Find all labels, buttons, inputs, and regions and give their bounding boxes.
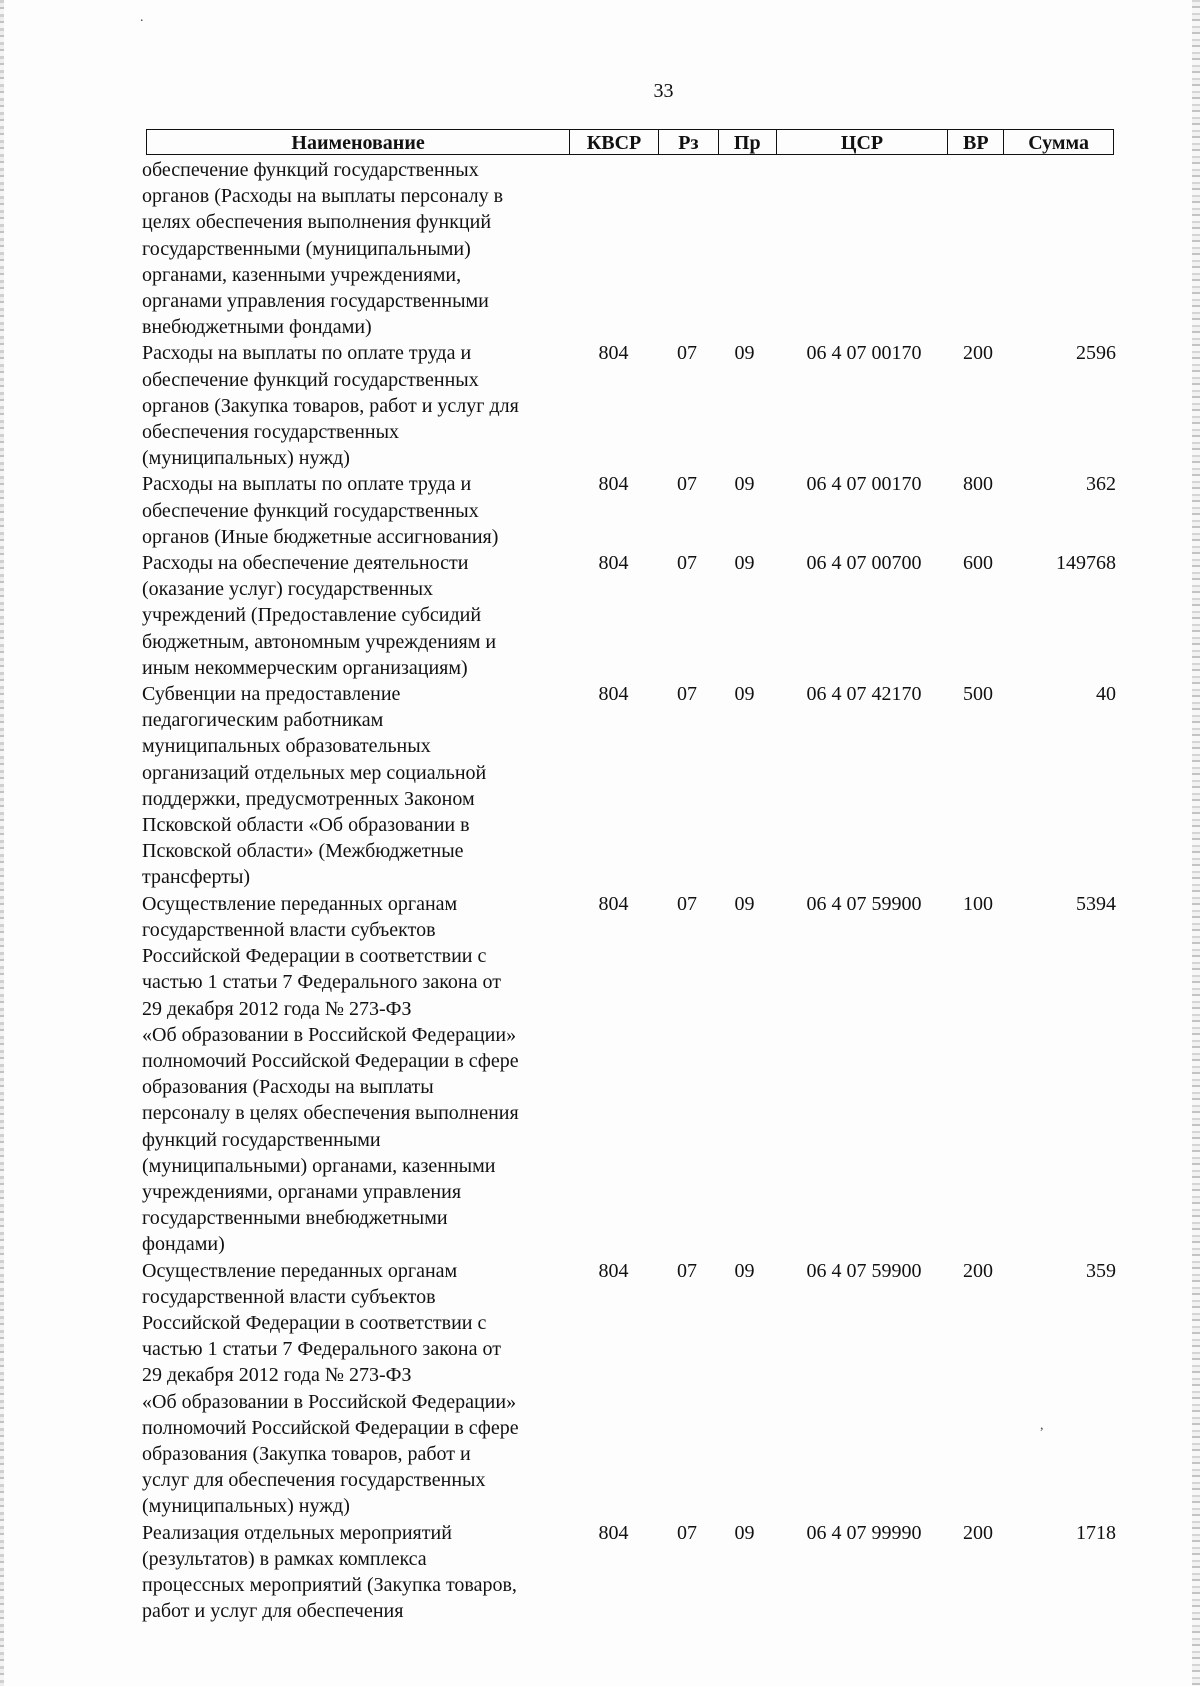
table-row [142,157,1122,340]
row-sum: 5394 [1076,892,1116,915]
header-sum: Сумма [1028,132,1089,154]
row-csr: 06 4 07 00170 [806,342,922,365]
row-kvsr: 804 [598,1521,629,1544]
row-csr: 06 4 07 42170 [806,683,922,706]
row-sum: 362 [1086,473,1116,496]
row-rz: 07 [677,473,697,496]
header-kvsr: КВСР [570,130,659,154]
header-pr: Пр [719,130,777,154]
scan-edge-left [0,0,4,1686]
row-rz: 07 [677,342,697,365]
row-name: Субвенции на предоставление педагогическим работникам муниципальных образовательных организаций отдельных мер социальной поддержки, предусмотренных Законом Псковской области «Об образовании в Псковской области» (Межбюджетные трансферты) [142,683,487,889]
row-rz: 07 [677,552,697,575]
row-pr: 09 [734,892,755,915]
table-row [142,550,1122,681]
header-csr: ЦСР [777,130,949,154]
row-name: Расходы на обеспечение деятельности (оказание услуг) государственных учреждений (Предоставление субсидий бюджетным, автономным учреждениям и иным некоммерческим организациям) [142,552,497,679]
header-name: Наименование [147,130,570,154]
row-pr: 09 [734,1259,755,1282]
row-rz: 07 [677,892,697,915]
row-csr: 06 4 07 00700 [806,552,922,575]
row-vr: 600 [963,552,993,575]
table-row [142,1258,1122,1520]
table-row [142,340,1122,471]
header-vr: ВР [948,130,1004,154]
table-row [142,471,1122,550]
row-sum: 40 [1096,683,1116,706]
row-kvsr: 804 [598,683,629,706]
row-pr: 09 [734,552,755,575]
row-vr: 200 [963,1521,993,1544]
table-header [146,129,1114,155]
row-vr: 200 [963,1259,993,1282]
row-rz: 07 [677,683,697,706]
row-name: обеспечение функций государственных органов (Расходы на выплаты персоналу в целях обеспечения выполнения функций государственными (муниципальными) органами, казенными учреждениями, органами управления государственными внебюджетными фондами) [142,159,504,339]
row-sum: 359 [1086,1259,1116,1282]
row-vr: 500 [963,683,993,706]
header-rz: Рз [659,130,719,154]
row-pr: 09 [734,683,755,706]
row-kvsr: 804 [598,892,629,915]
row-rz: 07 [677,1521,697,1544]
row-sum: 149768 [1056,552,1116,575]
scan-speck: , [1040,1418,1044,1433]
table-row [142,891,1122,1258]
row-csr: 06 4 07 59900 [806,1259,922,1282]
row-kvsr: 804 [598,473,629,496]
row-vr: 800 [963,473,993,496]
row-name: Осуществление переданных органам государственной власти субъектов Российской Федерации в соответствии с частью 1 статьи 7 Федерального закона от 29 декабря 2012 года № 273-ФЗ «Об образовании в Российской Федерации» полномочий Российской Федерации в сфере образования (Закупка товаров, работ и услуг для обеспечения государственных (муниципальных) нужд) [142,1259,519,1518]
row-name: Реализация отдельных мероприятий (результатов) в рамках комплекса процессных мероприятий (Закупка товаров, работ и услуг для обеспечения [142,1521,517,1623]
row-vr: 200 [963,342,993,365]
row-csr: 06 4 07 99990 [806,1521,922,1544]
scan-speck: . [140,10,144,25]
row-vr: 100 [963,892,993,915]
row-kvsr: 804 [598,1259,629,1282]
page-number: 33 [653,80,674,102]
scan-edge-right [1192,0,1200,1686]
table-row [142,1520,1122,1625]
row-pr: 09 [734,473,755,496]
row-pr: 09 [734,342,755,365]
row-name: Расходы на выплаты по оплате труда и обеспечение функций государственных органов (Закупка товаров, работ и услуг для обеспечения государственных (муниципальных) нужд) [142,342,519,470]
row-rz: 07 [677,1259,697,1282]
row-sum: 2596 [1076,342,1116,365]
row-csr: 06 4 07 59900 [806,892,922,915]
row-kvsr: 804 [598,342,629,365]
row-kvsr: 804 [598,552,629,575]
row-csr: 06 4 07 00170 [806,473,922,496]
row-name: Расходы на выплаты по оплате труда и обеспечение функций государственных органов (Иные бюджетные ассигнования) [142,473,499,548]
row-name: Осуществление переданных органам государственной власти субъектов Российской Федерации в соответствии с частью 1 статьи 7 Федерального закона от 29 декабря 2012 года № 273-ФЗ «Об образовании в Российской Федерации» полномочий Российской Федерации в сфере образования (Расходы на выплаты персоналу в целях обеспечения выполнения функций государственными (муниципальными) органами, казенными учреждениями, органами управления государственными внебюджетными фондами) [142,892,519,1256]
row-pr: 09 [734,1521,755,1544]
table-row [142,681,1122,891]
row-sum: 1718 [1076,1521,1116,1544]
table-body [142,157,1122,1624]
